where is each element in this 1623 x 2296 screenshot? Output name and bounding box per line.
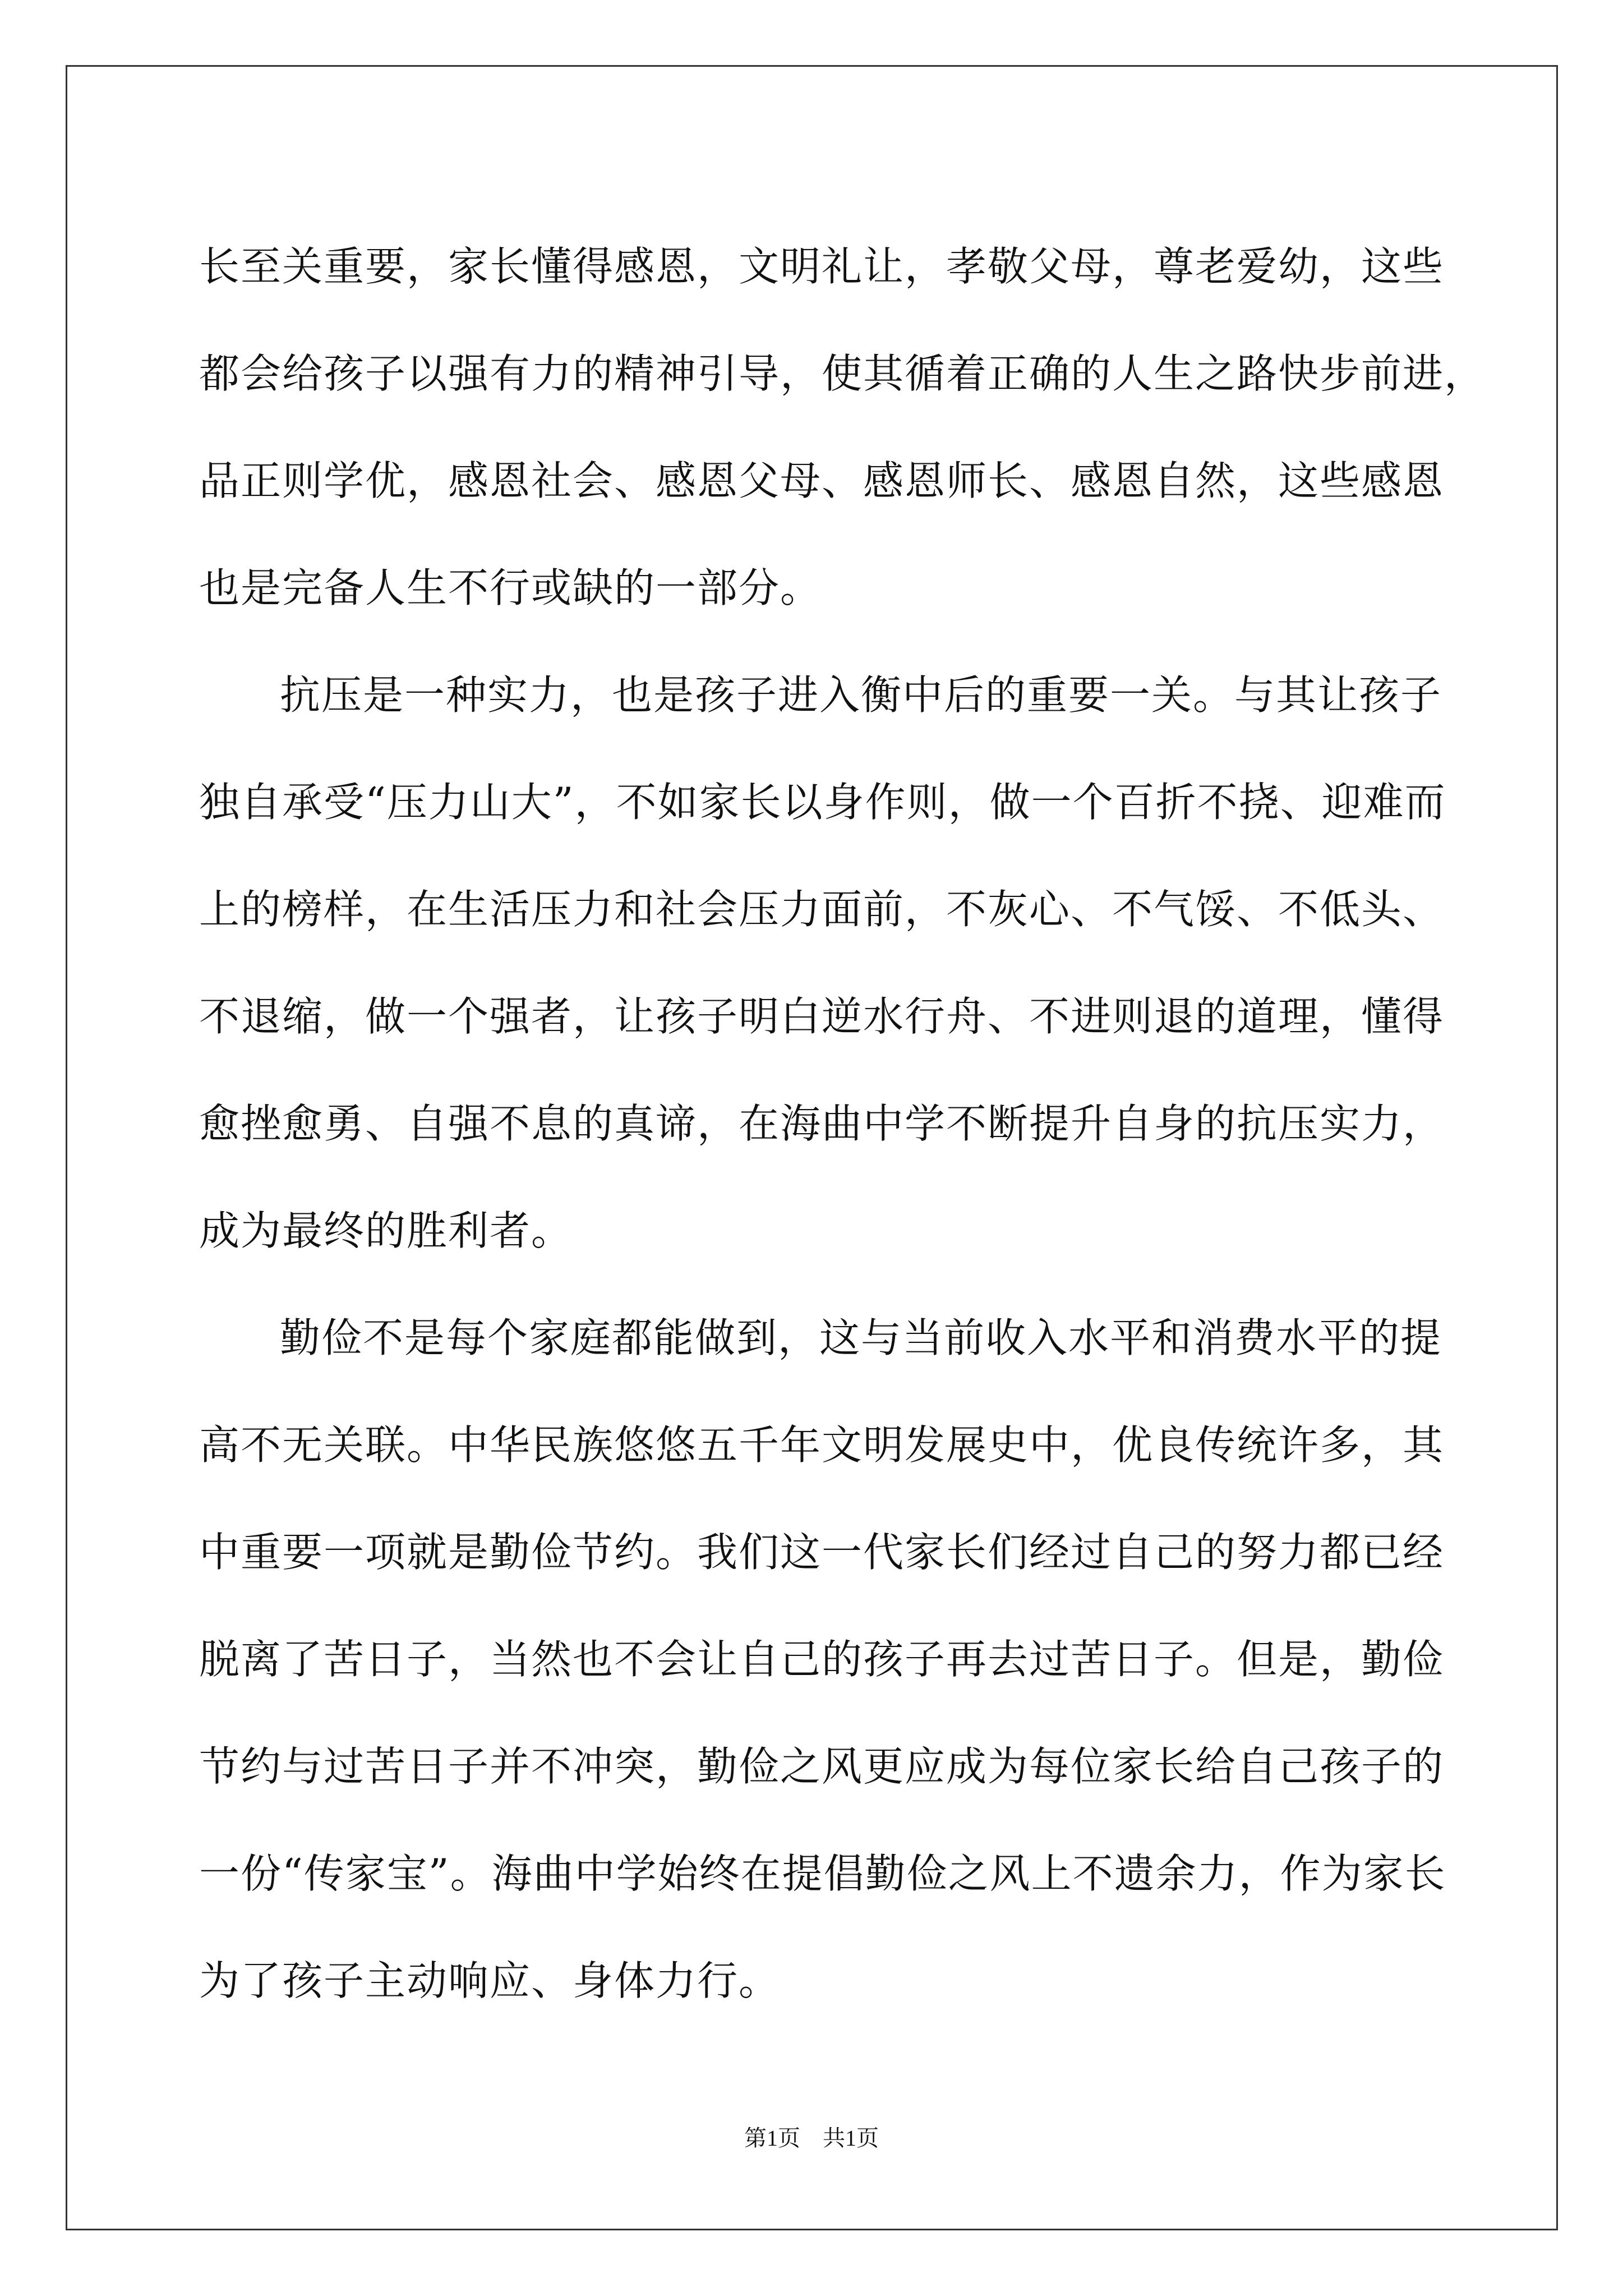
text-line: 愈挫愈勇、自强不息的真谛，在海曲中学不断提升自身的抗压实力， bbox=[199, 1100, 1445, 1147]
document-body bbox=[199, 213, 1486, 2035]
text-line: 不退缩，做一个强者，让孩子明白逆水行舟、不进则退的道理，懂得 bbox=[199, 993, 1445, 1040]
text-line: 节约与过苦日子并不冲突，勤俭之风更应成为每位家长给自己孩子的 bbox=[199, 1743, 1445, 1790]
page-number-current: 第1页 bbox=[744, 2125, 800, 2151]
text-line: 中重要一项就是勤俭节约。我们这一代家长们经过自己的努力都已经 bbox=[199, 1529, 1445, 1576]
page-number-total: 共1页 bbox=[823, 2125, 879, 2151]
text-line: 都会给孩子以强有力的精神引导，使其循着正确的人生之路快步前进， bbox=[199, 350, 1486, 397]
text-line: 上的榜样，在生活压力和社会压力面前，不灰心、不气馁、不低头、 bbox=[199, 886, 1445, 933]
text-line: 品正则学优，感恩社会、感恩父母、感恩师长、感恩自然，这些感恩 bbox=[199, 457, 1445, 504]
paragraph-first-line: 抗压是一种实力，也是孩子进入衡中后的重要一关。与其让孩子 bbox=[280, 671, 1442, 719]
text-line: 长至关重要，家长懂得感恩，文明礼让，孝敬父母，尊老爱幼，这些 bbox=[199, 243, 1445, 290]
text-line: 高不无关联。中华民族悠悠五千年文明发展史中，优良传统许多，其 bbox=[199, 1421, 1445, 1469]
page-footer bbox=[0, 2120, 1623, 2152]
text-line: 一份“传家宝”。海曲中学始终在提倡勤俭之风上不遗余力，作为家长 bbox=[199, 1850, 1446, 1897]
text-line: 也是完备人生不行或缺的一部分。 bbox=[199, 564, 822, 611]
paragraph-first-line: 勤俭不是每个家庭都能做到，这与当前收入水平和消费水平的提 bbox=[280, 1314, 1442, 1361]
text-line: 成为最终的胜利者。 bbox=[199, 1207, 573, 1254]
text-line: 脱离了苦日子，当然也不会让自己的孩子再去过苦日子。但是，勤俭 bbox=[199, 1636, 1445, 1683]
text-line: 为了孩子主动响应、身体力行。 bbox=[199, 1957, 781, 2004]
text-line: 独自承受“压力山大”，不如家长以身作则，做一个百折不挠、迎难而 bbox=[199, 779, 1446, 826]
